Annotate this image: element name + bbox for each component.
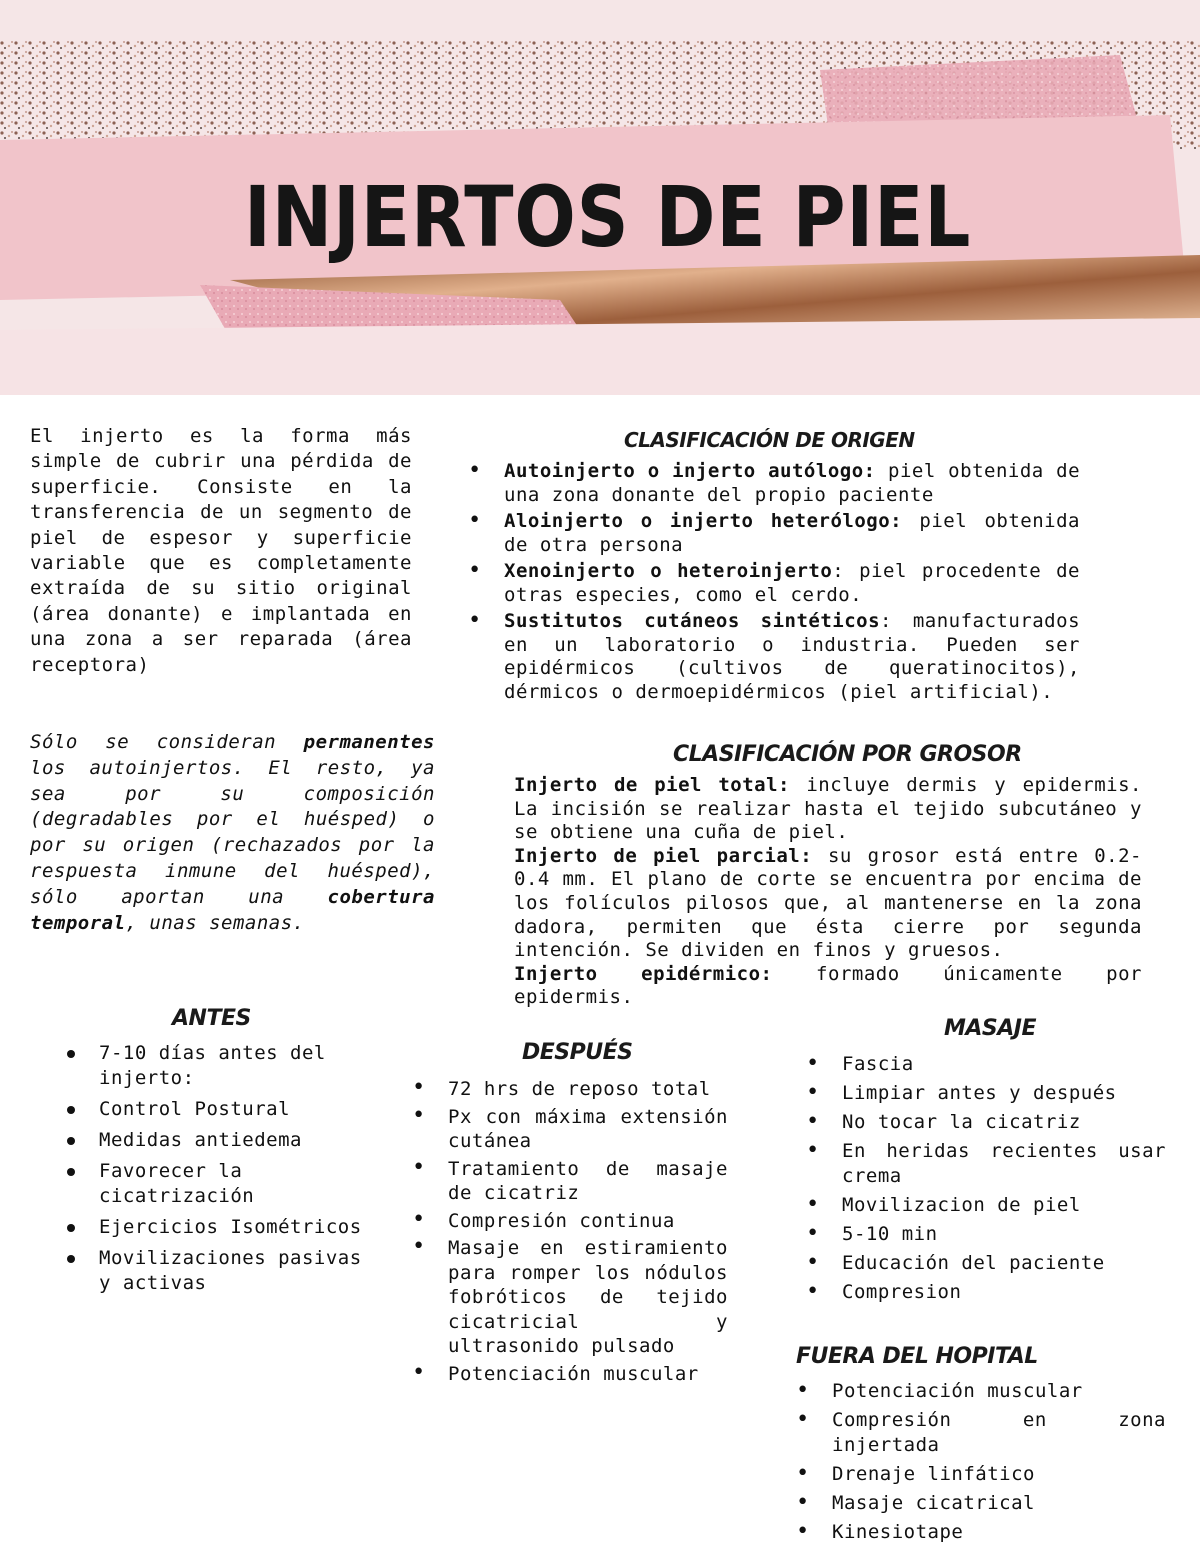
list-item: • Masaje en estiramiento para romper los nódulos fobróticos de tejido cicatricial y ultrasonido pulsado	[412, 1236, 728, 1359]
note-text-2: los autoinjertos. El resto, ya sea por su composición (degradables por el huésped) o por su origen (rechazados por la respuesta inmune del huésped), sólo aportan una	[30, 756, 435, 908]
origen-list	[468, 460, 1080, 704]
grosor-list	[514, 774, 1142, 1010]
list-item: • Drenaje linfático	[796, 1462, 1166, 1487]
list-item: Favorecer la cicatrización	[64, 1159, 384, 1209]
origen-heading: CLASIFICACIÓN DE ORIGEN	[624, 428, 915, 452]
masaje-list	[806, 1052, 1166, 1305]
list-item: • Educación del paciente	[806, 1251, 1166, 1276]
origen-text: : manufacturados en un laboratorio o industria. Pueden ser epidérmicos (cultivos de queratinocitos), dérmicos o dermoepidérmicos (piel artificial).	[504, 610, 1081, 703]
list-item: • Compresión en zona injertada	[796, 1408, 1166, 1458]
list-item: • No tocar la cicatriz	[806, 1110, 1166, 1135]
list-item: • Fascia	[806, 1052, 1166, 1077]
intro-paragraph: El injerto es la forma más simple de cubrir una pérdida de superficie. Consiste en la transferencia de un segmento de piel de espesor y superficie variable que es completamente extraída de su sitio original (área donante) e implantada en una zona a ser reparada (área receptora)	[30, 425, 412, 676]
list-item	[468, 560, 1080, 607]
origen-term: Xenoinjerto o heteroinjerto	[504, 560, 833, 582]
list-item: • Compresión continua	[412, 1209, 728, 1234]
origen-term: Sustitutos cutáneos sintéticos	[504, 610, 881, 632]
fuera-list	[796, 1379, 1166, 1545]
despues-list	[412, 1077, 728, 1386]
list-item: • En heridas recientes usar crema	[806, 1139, 1166, 1189]
list-item: • Limpiar antes y después	[806, 1081, 1166, 1106]
list-item: • 5-10 min	[806, 1222, 1166, 1247]
grosor-text: incluye dermis y epidermis. La incisión se realizar hasta el tejido subcutáneo y se obtiene una cuña de piel.	[514, 774, 1142, 844]
page-title: INJERTOS DE PIEL	[244, 168, 972, 266]
origen-term: Aloinjerto o injerto heterólogo:	[504, 510, 903, 532]
note-bold-permanentes: permanentes	[303, 731, 435, 753]
grosor-text: formado únicamente por epidermis.	[514, 962, 1142, 1009]
antes-list	[64, 1041, 384, 1296]
origen-term: Autoinjerto o injerto autólogo:	[504, 460, 876, 482]
list-item	[468, 610, 1080, 704]
list-item: • Movilizacion de piel	[806, 1193, 1166, 1218]
note-bold-cobertura: cobertura temporal	[30, 885, 435, 934]
list-item: • Potenciación muscular	[412, 1362, 728, 1387]
note-text-1: Sólo se consideran	[30, 731, 304, 753]
despues-heading: DESPUÉS	[522, 1040, 633, 1065]
list-item	[468, 510, 1080, 557]
fuera-heading: FUERA DEL HOPITAL	[796, 1344, 1038, 1369]
antes-heading: ANTES	[172, 1006, 251, 1031]
list-item: • Compresion	[806, 1280, 1166, 1305]
list-item: Movilizaciones pasivas y activas	[64, 1246, 384, 1296]
list-item: Medidas antiedema	[64, 1128, 384, 1153]
origen-text: piel obtenida de otra persona	[504, 510, 1080, 556]
list-item: • Masaje cicatrical	[796, 1491, 1166, 1516]
list-item: • Tratamiento de masaje de cicatriz	[412, 1157, 728, 1206]
masaje-heading: MASAJE	[944, 1016, 1037, 1041]
header-banner	[0, 0, 1200, 395]
grosor-item	[514, 774, 1142, 845]
grosor-term: Injerto epidérmico:	[514, 962, 773, 985]
origen-text: : piel procedente de otras especies, como el cerdo.	[504, 560, 1080, 606]
grosor-text: su grosor está entre 0.2-0.4 mm. El plano de corte se encuentra por encima de los folículos pilosos que, al mantenerse en la zona dadora, permiten que ésta cierre por segunda intención. Se dividen en finos y gruesos.	[514, 844, 1142, 962]
list-item: 7-10 días antes del injerto:	[64, 1041, 384, 1091]
grosor-item	[514, 845, 1142, 963]
list-item: Control Postural	[64, 1097, 384, 1122]
grosor-item	[514, 963, 1142, 1010]
list-item: • Potenciación muscular	[796, 1379, 1166, 1404]
grosor-term: Injerto de piel total:	[514, 774, 790, 796]
list-item: • Px con máxima extensión cutánea	[412, 1105, 728, 1154]
grosor-heading: CLASIFICACIÓN POR GROSOR	[673, 742, 1022, 767]
note-text-3: , unas semanas.	[125, 911, 305, 934]
origen-text: piel obtenida de una zona donante del propio paciente	[504, 460, 1081, 506]
light-pink-swipe	[0, 318, 1200, 395]
list-item: Ejercicios Isométricos	[64, 1215, 384, 1240]
list-item	[468, 460, 1080, 507]
permanence-note	[30, 730, 435, 936]
list-item: • 72 hrs de reposo total	[412, 1077, 728, 1102]
list-item: • Kinesiotape	[796, 1520, 1166, 1545]
grosor-term: Injerto de piel parcial:	[514, 844, 813, 867]
